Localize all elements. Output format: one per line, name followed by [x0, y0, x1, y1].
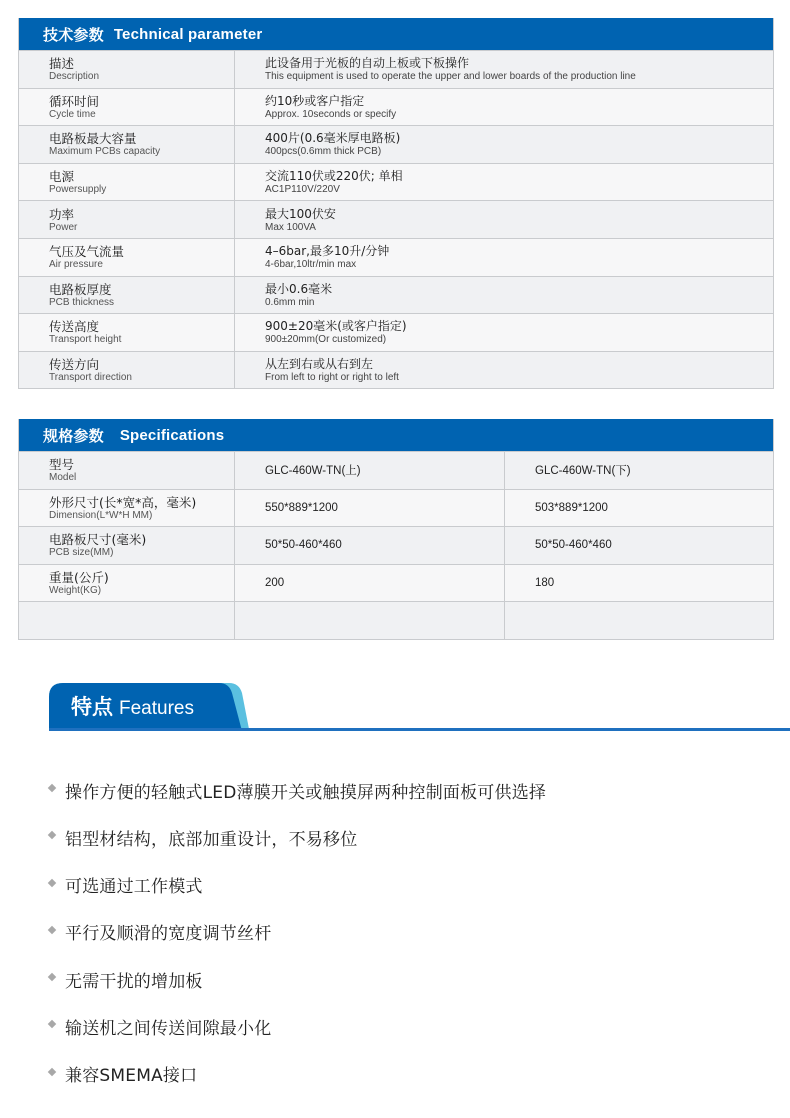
features-title-en: Features: [119, 698, 194, 719]
list-item: [49, 776, 546, 804]
param-label-en: Air pressure: [49, 259, 103, 271]
diamond-bullet-icon: [48, 784, 56, 792]
param-value-cell: [234, 201, 773, 238]
param-label-cell: [19, 352, 234, 389]
param-value-cn: 4–6bar,最多10升/分钟: [265, 244, 390, 259]
table-row: [19, 276, 773, 314]
spec-upper-cell: [234, 565, 504, 602]
spec-lower-value: 50*50-460*460: [535, 539, 612, 552]
param-label-en: Maximum PCBs capacity: [49, 146, 161, 158]
spec-lower-cell: [504, 565, 773, 602]
param-value-cn: 400片(0.6毫米厚电路板): [265, 131, 401, 146]
param-label-cn: 描述: [49, 56, 75, 72]
spec-label-cn: 外形尺寸(长*宽*高，毫米): [49, 494, 197, 510]
feature-text: 平行及顺滑的宽度调节丝杆: [65, 924, 272, 945]
param-label-cell: [19, 89, 234, 126]
param-value-cell: [234, 239, 773, 276]
spec-lower-value: GLC-460W-TN(下): [535, 465, 631, 478]
feature-text: 输送机之间传送间隙最小化: [65, 1018, 272, 1039]
param-label-cn: 循环时间: [49, 93, 100, 109]
table-row: [19, 451, 773, 489]
specifications-header: [19, 419, 773, 451]
spec-upper-value: 550*889*1200: [265, 501, 338, 514]
param-label-en: Description: [49, 71, 100, 83]
param-value-en: 4-6bar,10ltr/min max: [265, 259, 357, 271]
feature-text: 操作方便的轻触式LED薄膜开关或触摸屏两种控制面板可供选择: [65, 782, 547, 803]
diamond-bullet-icon: [48, 973, 56, 981]
specifications-title-en: Specifications: [119, 427, 225, 444]
param-label-cn: 气压及气流量: [49, 244, 125, 260]
spec-label-cell: [19, 452, 234, 489]
param-value-cn: 约10秒或客户指定: [265, 93, 365, 108]
param-value-cell: [234, 277, 773, 314]
technical-parameter-table: [18, 18, 774, 389]
param-value-cn: 最小0.6毫米: [265, 281, 333, 296]
list-item: [49, 1060, 546, 1088]
spec-lower-cell: [504, 602, 773, 639]
param-label-en: Cycle time: [49, 108, 96, 120]
table-row: [19, 351, 773, 389]
param-value-en: 900±20mm(Or customized): [265, 334, 387, 346]
list-item: [49, 871, 546, 899]
param-label-en: Powersupply: [49, 184, 107, 196]
param-label-cell: [19, 239, 234, 276]
list-item: [49, 823, 546, 851]
spec-upper-value: 200: [265, 577, 285, 590]
param-label-cell: [19, 314, 234, 351]
param-value-en: This equipment is used to operate the upper and lower boards of the production line: [265, 71, 636, 83]
spec-upper-value: GLC-460W-TN(上): [265, 465, 361, 478]
spec-lower-value: 180: [535, 577, 555, 590]
spec-upper-cell: [234, 490, 504, 527]
param-value-cell: [234, 352, 773, 389]
param-value-en: From left to right or right to left: [265, 372, 399, 384]
table-row: [19, 489, 773, 527]
spec-upper-cell: [234, 527, 504, 564]
spec-label-cn: 型号: [49, 457, 75, 473]
spec-label-en: Model: [49, 472, 77, 484]
param-value-en: AC1P110V/220V: [265, 184, 340, 196]
param-value-cell: [234, 89, 773, 126]
spec-label-en: Weight(KG): [49, 585, 102, 597]
feature-text: 兼容SMEMA接口: [65, 1066, 198, 1087]
param-value-en: Approx. 10seconds or specify: [265, 108, 397, 120]
specifications-rows: [19, 451, 773, 639]
features-title-cn: 特点: [71, 695, 113, 719]
technical-rows: [19, 50, 773, 388]
param-label-cn: 传送高度: [49, 319, 100, 335]
spec-lower-cell: [504, 490, 773, 527]
param-label-en: Transport height: [49, 334, 122, 346]
diamond-bullet-icon: [48, 1068, 56, 1076]
spec-upper-value: 50*50-460*460: [265, 539, 342, 552]
spec-lower-cell: [504, 452, 773, 489]
table-row: [19, 88, 773, 126]
specifications-table: [18, 419, 774, 640]
param-label-cn: 电源: [49, 169, 75, 185]
spec-label-cell: [19, 565, 234, 602]
spec-lower-value: 503*889*1200: [535, 501, 608, 514]
spec-upper-cell: [234, 452, 504, 489]
param-value-en: 400pcs(0.6mm thick PCB): [265, 146, 382, 158]
param-label-cn: 功率: [49, 206, 75, 222]
specifications-title-cn: 规格参数: [43, 427, 104, 445]
list-item: [49, 918, 546, 946]
table-row: [19, 601, 773, 639]
param-label-cn: 电路板厚度: [49, 281, 112, 297]
param-label-en: PCB thickness: [49, 296, 115, 308]
table-row: [19, 564, 773, 602]
param-label-cell: [19, 51, 234, 88]
list-item: [49, 965, 546, 993]
features-underline: [49, 728, 790, 731]
diamond-bullet-icon: [48, 1020, 56, 1028]
feature-list: [49, 776, 546, 1107]
technical-parameter-header: [19, 18, 773, 50]
param-label-en: Transport direction: [49, 372, 132, 384]
technical-title-cn: 技术参数: [43, 26, 104, 44]
table-row: [19, 238, 773, 276]
param-label-cn: 传送方向: [49, 357, 100, 373]
spec-lower-cell: [504, 527, 773, 564]
param-value-cn: 900±20毫米(或客户指定): [265, 319, 407, 334]
param-label-cell: [19, 277, 234, 314]
param-value-cn: 最大100伏安: [265, 206, 336, 221]
table-row: [19, 313, 773, 351]
param-value-cell: [234, 164, 773, 201]
param-label-cn: 电路板最大容量: [49, 131, 137, 147]
technical-title-en: Technical parameter: [113, 26, 263, 43]
param-label-en: Power: [49, 221, 78, 233]
feature-text: 无需干扰的增加板: [65, 971, 203, 992]
spec-label-cell: [19, 527, 234, 564]
diamond-bullet-icon: [48, 831, 56, 839]
table-row: [19, 526, 773, 564]
param-value-en: Max 100VA: [265, 221, 316, 233]
feature-text: 可选通过工作模式: [65, 877, 203, 898]
diamond-bullet-icon: [48, 878, 56, 886]
feature-text: 铝型材结构，底部加重设计，不易移位: [65, 829, 358, 850]
param-value-cn: 交流110伏或220伏; 单相: [265, 169, 403, 184]
spec-label-cell: [19, 490, 234, 527]
spec-label-en: PCB size(MM): [49, 547, 114, 559]
list-item: [49, 1012, 546, 1040]
features-title: [71, 691, 194, 721]
diamond-bullet-icon: [48, 926, 56, 934]
param-value-en: 0.6mm min: [265, 296, 315, 308]
param-label-cell: [19, 164, 234, 201]
features-header: [49, 683, 790, 731]
spec-label-cell: [19, 602, 234, 639]
table-row: [19, 163, 773, 201]
param-value-cn: 此设备用于光板的自动上板或下板操作: [265, 56, 470, 71]
param-value-cn: 从左到右或从右到左: [265, 357, 374, 372]
param-value-cell: [234, 51, 773, 88]
table-row: [19, 125, 773, 163]
spec-label-cn: 重量(公斤): [49, 570, 109, 586]
table-row: [19, 200, 773, 238]
table-row: [19, 50, 773, 88]
param-label-cell: [19, 126, 234, 163]
spec-label-cn: 电路板尺寸(毫米): [49, 532, 147, 548]
param-label-cell: [19, 201, 234, 238]
param-value-cell: [234, 126, 773, 163]
spec-upper-cell: [234, 602, 504, 639]
param-value-cell: [234, 314, 773, 351]
spec-label-en: Dimension(L*W*H MM): [49, 509, 153, 521]
